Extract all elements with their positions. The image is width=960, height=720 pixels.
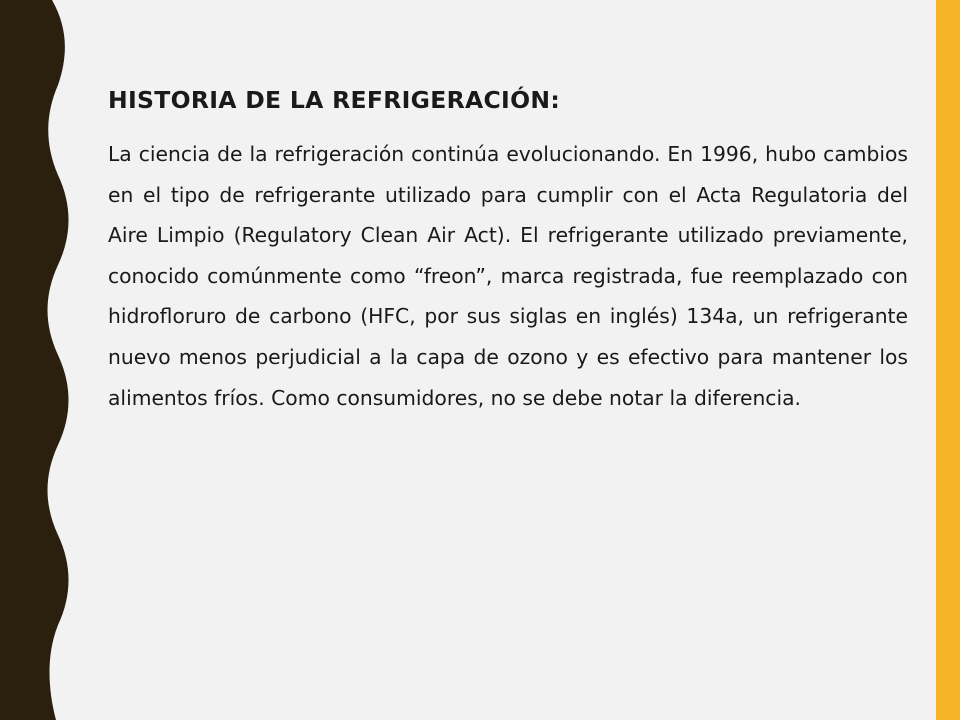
body-paragraph: La ciencia de la refrigeración continúa evolucionando. En 1996, hubo cambios en el tipo de refrigerante utilizado para cumplir con el Acta Regulatoria del Aire Limpio (Regulatory Clean Air Act). El refrigerante utilizado previamente, conocido comúnmente como “freon”, marca registrada, fue reemplazado con hidrofloruro de carbono (HFC, por sus siglas en inglés) 134a, un refrigerante nuevo menos perjudicial a la capa de ozono y es efectivo para mantener los alimentos fríos. Como consumidores, no se debe notar la diferencia. (108, 142, 908, 410)
right-accent-bar (936, 0, 960, 720)
left-wave-decoration (0, 0, 80, 720)
slide-title: HISTORIA DE LA REFRIGERACIÓN: (108, 86, 561, 114)
content-area (108, 78, 908, 418)
